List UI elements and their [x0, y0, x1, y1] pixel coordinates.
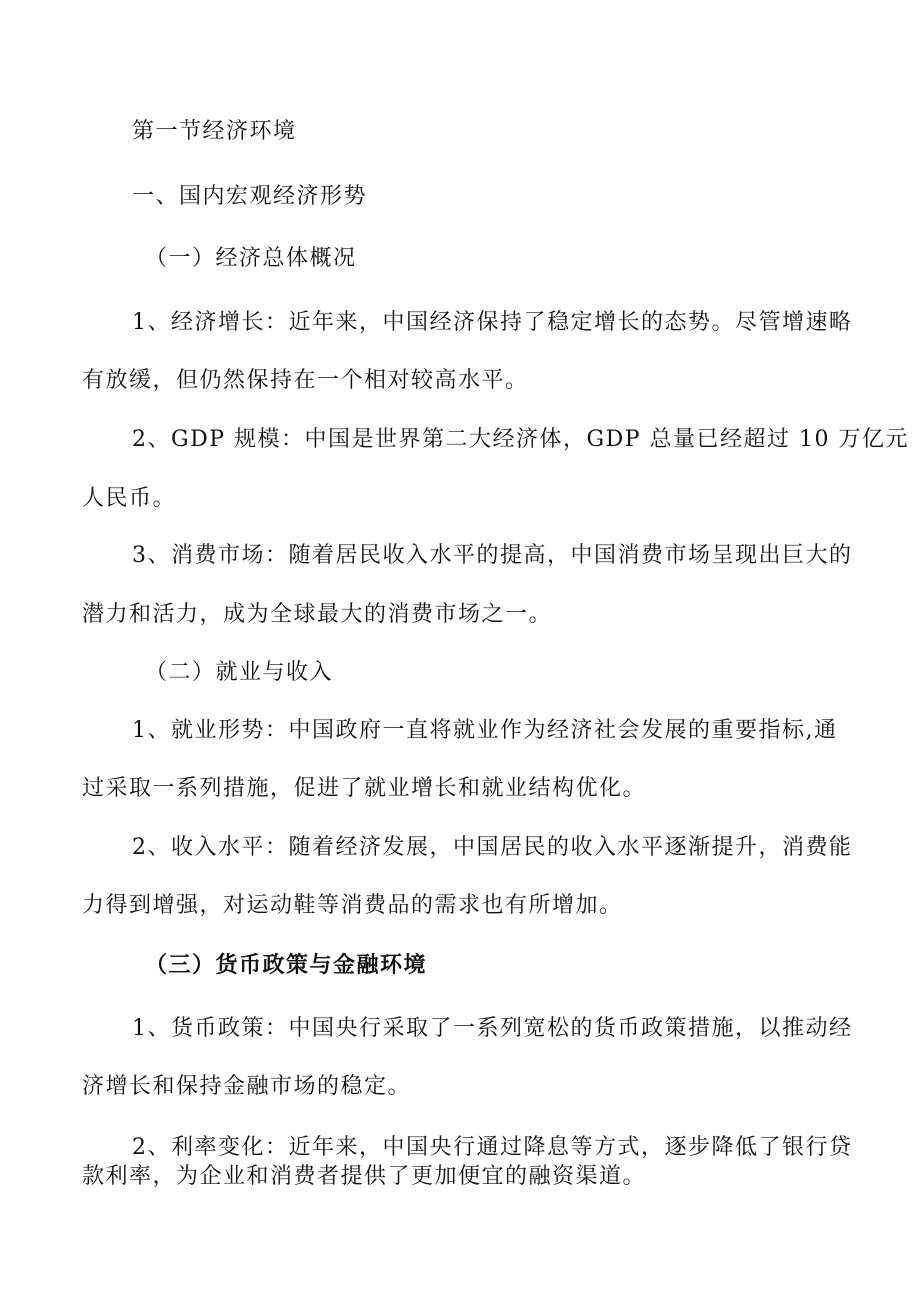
paragraph-line: 2、收入水平：随着经济发展，中国居民的收入水平逐渐提升，消费能: [132, 835, 853, 860]
paragraph-line: 1、经济增长：近年来，中国经济保持了稳定增长的态势。尽管增速略: [132, 310, 853, 335]
section-title: 第一节经济环境: [132, 119, 297, 144]
paragraph-line: 3、消费市场：随着居民收入水平的提高，中国消费市场呈现出巨大的: [132, 543, 853, 568]
part-heading: 一、国内宏观经济形势: [132, 184, 368, 209]
subsection-title-1: （一）经济总体概况: [145, 246, 357, 271]
paragraph-line: 2、利率变化：近年来，中国央行通过降息等方式，逐步降低了银行贷: [132, 1135, 853, 1160]
paragraph-line: 有放缓，但仍然保持在一个相对较高水平。: [82, 368, 529, 393]
paragraph-line: 过采取一系列措施，促进了就业增长和就业结构优化。: [82, 776, 647, 801]
paragraph-line: 1、货币政策：中国央行采取了一系列宽松的货币政策措施，以推动经: [132, 1016, 853, 1041]
paragraph-line: 力得到增强，对运动鞋等消费品的需求也有所增加。: [82, 893, 623, 918]
paragraph-line: 潜力和活力，成为全球最大的消费市场之一。: [82, 602, 553, 627]
paragraph-line: 1、就业形势：中国政府一直将就业作为经济社会发展的重要指标,通: [132, 718, 838, 743]
paragraph-line: 人民币。: [82, 486, 177, 511]
paragraph-line: 款利率，为企业和消费者提供了更加便宜的融资渠道。: [82, 1164, 647, 1189]
subsection-title-3: （三）货币政策与金融环境: [145, 952, 428, 978]
paragraph-line: 济增长和保持金融市场的稳定。: [82, 1074, 412, 1099]
paragraph-line: 2、GDP 规模：中国是世界第二大经济体，GDP 总量已经超过 10 万亿元: [132, 427, 909, 452]
subsection-title-2: （二）就业与收入: [145, 660, 334, 685]
